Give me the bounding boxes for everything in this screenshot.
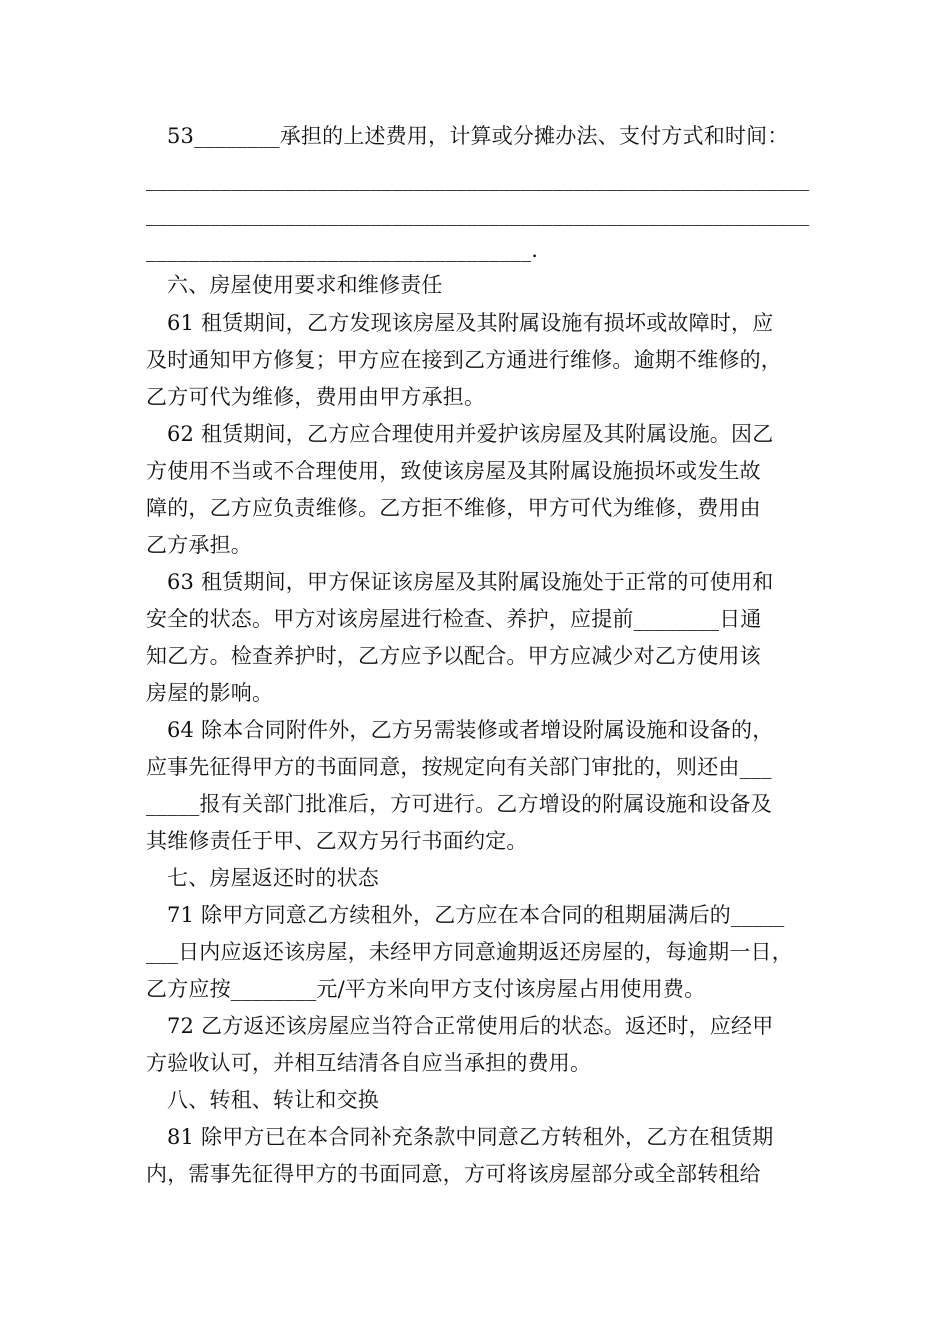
text-line: 乙方可代为维修，费用由甲方承担。 — [146, 385, 486, 409]
text-line: 内，需事先征得甲方的书面同意，方可将该房屋部分或全部转租给 — [146, 1162, 761, 1186]
text-line: 其维修责任于甲、乙双方另行书面约定。 — [146, 829, 528, 853]
text-line: ___日内应返还该房屋，未经甲方同意逾期返还房屋的，每逾期一日， — [146, 940, 793, 964]
section-heading: 六、房屋使用要求和维修责任 — [167, 273, 443, 297]
text-line: 应事先征得甲方的书面同意，按规定向有关部门审批的，则还由___ — [146, 755, 772, 779]
text-line: 乙方承担。 — [146, 533, 252, 557]
text-line: 及时通知甲方修复；甲方应在接到乙方通进行维修。逾期不维修的， — [146, 348, 782, 372]
text-line: 64 除本合同附件外，乙方另需装修或者增设附属设施和设备的， — [167, 718, 774, 742]
text-line: 知乙方。检查养护时，乙方应予以配合。甲方应减少对乙方使用该 — [146, 644, 761, 668]
text-line: 障的，乙方应负责维修。乙方拒不维修，甲方可代为维修，费用由 — [146, 496, 761, 520]
text-line: 81 除甲方已在本合同补充条款中同意乙方转租外，乙方在租赁期 — [167, 1125, 774, 1149]
section-heading: 八、转租、转让和交换 — [167, 1088, 379, 1112]
blank-line: ______________________________________________________________ — [146, 202, 810, 226]
text-line: 房屋的影响。 — [146, 681, 274, 705]
text-line: 72 乙方返还该房屋应当符合正常使用后的状态。返还时，应经甲 — [167, 1014, 774, 1038]
text-line: _____报有关部门批准后，方可进行。乙方增设的附属设施和设备及 — [146, 792, 772, 816]
text-line: 63 租赁期间，甲方保证该房屋及其附属设施处于正常的可使用和 — [167, 570, 774, 594]
blank-line: ______________________________________________________________ — [146, 167, 810, 191]
text-line: 71 除甲方同意乙方续租外，乙方应在本合同的租期届满后的_____ — [167, 903, 785, 927]
text-line: 乙方应按________元/平方米向甲方支付该房屋占用使用费。 — [146, 977, 706, 1001]
text-line: 方使用不当或不合理使用，致使该房屋及其附属设施损坏或发生故 — [146, 459, 761, 483]
text-line: 53________承担的上述费用，计算或分摊办法、支付方式和时间： — [167, 124, 789, 148]
section-heading: 七、房屋返还时的状态 — [167, 866, 379, 890]
text-line: 61 租赁期间，乙方发现该房屋及其附属设施有损坏或故障时，应 — [167, 311, 774, 335]
text-line: 安全的状态。甲方对该房屋进行检查、养护，应提前________日通 — [146, 607, 762, 631]
text-line: 62 租赁期间，乙方应合理使用并爱护该房屋及其附属设施。因乙 — [167, 422, 774, 446]
text-line: 方验收认可，并相互结清各自应当承担的费用。 — [146, 1051, 592, 1075]
blank-line: ____________________________________. — [146, 238, 539, 262]
